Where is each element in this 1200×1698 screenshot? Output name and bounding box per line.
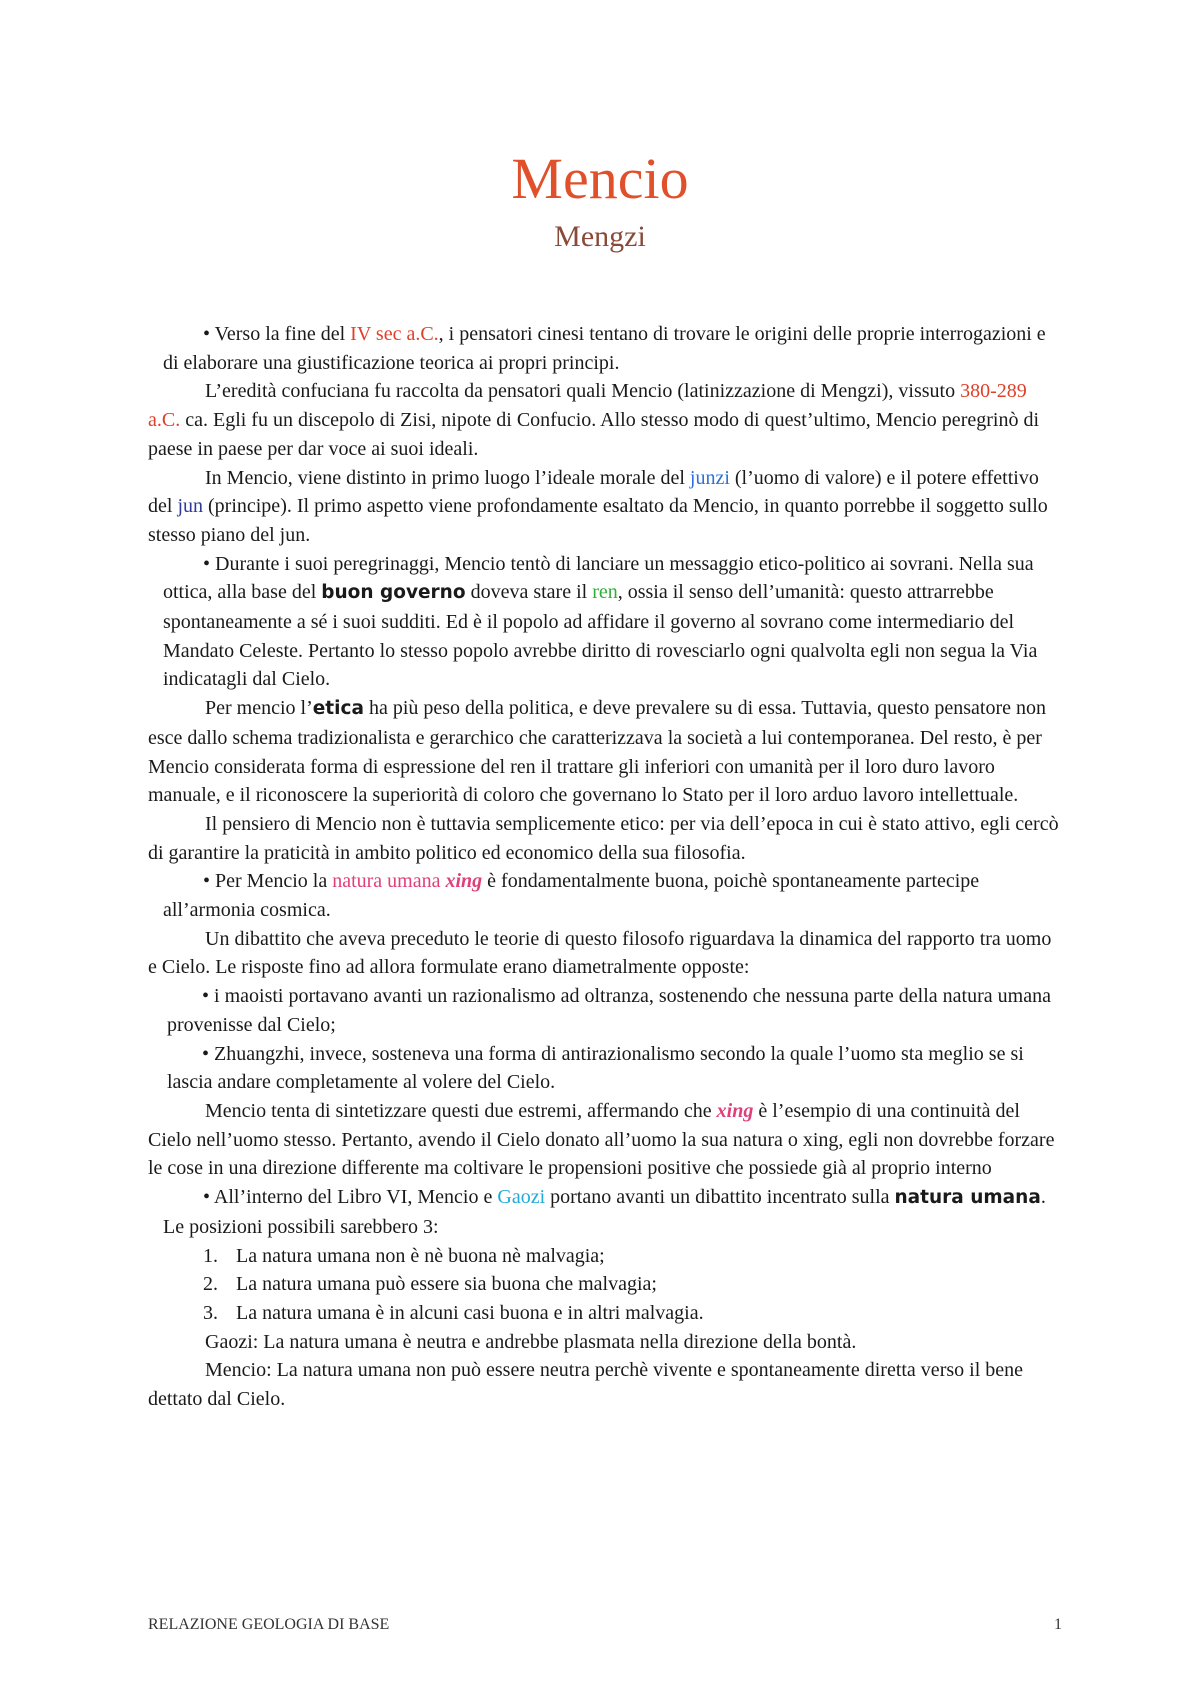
paragraph-1: • Verso la fine del IV sec a.C., i pensatori cinesi tentano di trovare le origini delle proprie interrogazioni e di elaborare una giustificazione teorica ai propri principi. xyxy=(163,323,1046,374)
paragraph-2: L’eredità confuciana fu raccolta da pensatori quali Mencio (latinizzazione di Mengzi), vissuto 380-289 a.C. ca. Egli fu un discepolo di Zisi, nipote di Confucio. Allo stesso modo di quest’ultimo, Mencio peregrinò di paese in paese per dar voce ai suoi ideali. xyxy=(148,380,1039,460)
bullet: • xyxy=(203,323,211,345)
highlight-xing: xing xyxy=(716,1099,754,1122)
paragraph-8: Un dibattito che aveva preceduto le teorie di questo filosofo riguardava la dinamica del rapporto tra uomo e Cielo. Le risposte fino ad allora formulate erano diametralmente opposte: xyxy=(148,927,1052,979)
paragraph-10: • Zhuangzhi, invece, sosteneva una forma di antirazionalismo secondo la quale l’uomo sta meglio se si lascia andare completamente al volere del Cielo. xyxy=(167,1042,1024,1094)
list-item: 3. La natura umana è in alcuni casi buona e in altri malvagia. xyxy=(203,1301,704,1324)
highlight-jun: jun xyxy=(177,495,203,518)
bullet: • xyxy=(203,1186,211,1209)
bullet: • xyxy=(202,1042,210,1065)
bullet: • xyxy=(203,552,211,575)
paragraph-12: • All’interno del Libro VI, Mencio e Gaozi portano avanti un dibattito incentrato sulla natura umana. Le posizioni possibili sarebbero 3: xyxy=(163,1186,1046,1238)
highlight-junzi: junzi xyxy=(689,466,730,489)
list-item: 2. La natura umana può essere sia buona che malvagia; xyxy=(203,1273,657,1296)
highlight-gaozi: Gaozi xyxy=(497,1186,546,1209)
paragraph-4: • Durante i suoi peregrinaggi, Mencio tentò di lanciare un messaggio etico-politico ai sovrani. Nella sua ottica, alla base del buon governo doveva stare il ren, ossia il senso dell’umanità: questo attrarrebbe spontaneamente a sé i suoi sudditi. Ed è il popolo ad affidare il governo al sovrano come intermediario del Mandato Celeste. Pertanto lo stesso popolo avrebbe diritto di rovesciarlo ogni qualvolta egli non segua la Via indicatagli dal Cielo. xyxy=(163,552,1038,691)
paragraph-11: Mencio tenta di sintetizzare questi due estremi, affermando che xing è l’esempio di una continuità del Cielo nell’uomo stesso. Pertanto, avendo il Cielo donato all’uomo la sua natura o xing, egli non dovrebbe forzare le cose in una direzione differente ma coltivare le propensioni positive che possiede già al proprio interno xyxy=(148,1099,1055,1180)
highlight-century: IV sec a.C. xyxy=(350,323,439,345)
highlight-xing: xing xyxy=(445,870,483,893)
footer-title: RELAZIONE GEOLOGIA DI BASE xyxy=(148,1616,390,1633)
list-item: 1. La natura umana non è nè buona nè malvagia; xyxy=(203,1244,605,1267)
page-number: 1 xyxy=(1054,1616,1062,1633)
page-footer xyxy=(148,1616,1062,1634)
bullet: • xyxy=(203,870,211,893)
paragraph-3: In Mencio, viene distinto in primo luogo l’ideale morale del junzi (l’uomo di valore) e il potere effettivo del jun (principe). Il primo aspetto viene profondamente esaltato da Mencio, in quanto porrebbe il soggetto sullo stesso piano del jun. xyxy=(148,466,1048,546)
bold-buon-governo: buon governo xyxy=(321,582,466,604)
document-subtitle: Mengzi xyxy=(554,220,646,253)
bullet: • xyxy=(202,985,210,1008)
paragraph-7: • Per Mencio la natura umana xing è fondamentalmente buona, poichè spontaneamente partecipe all’armonia cosmica. xyxy=(163,870,980,922)
bold-natura-umana: natura umana xyxy=(894,1187,1041,1209)
paragraph-14: Mencio: La natura umana non può essere neutra perchè vivente e spontaneamente diretta verso il bene dettato dal Cielo. xyxy=(148,1359,1023,1411)
paragraph-13: Gaozi: La natura umana è neutra e andrebbe plasmata nella direzione della bontà. xyxy=(205,1330,857,1353)
highlight-dates: 380-289 a.C. xyxy=(148,380,1027,432)
document-body xyxy=(148,320,1063,1414)
highlight-ren: ren xyxy=(592,581,618,604)
highlight-natura-umana: natura umana xyxy=(332,870,441,893)
bold-etica: etica xyxy=(312,698,364,720)
paragraph-6: Il pensiero di Mencio non è tuttavia semplicemente etico: per via dell’epoca in cui è stato attivo, egli cercò di garantire la praticità in ambito politico ed economico della sua filosofia. xyxy=(148,812,1059,864)
document-title: Mencio xyxy=(511,146,689,211)
paragraph-5: Per mencio l’etica ha più peso della politica, e deve prevalere su di essa. Tuttavia, questo pensatore non esce dallo schema tradizionalista e gerarchico che caratterizzava la società a lui contemporanea. Del resto, è per Mencio considerata forma di espressione del ren il trattare gli inferiori con umanità per il loro duro lavoro manuale, e il riconoscere la superiorità di coloro che governano lo Stato per il loro arduo lavoro intellettuale. xyxy=(148,697,1046,807)
paragraph-9: • i maoisti portavano avanti un razionalismo ad oltranza, sostenendo che nessuna parte della natura umana provenisse dal Cielo; xyxy=(167,985,1051,1036)
